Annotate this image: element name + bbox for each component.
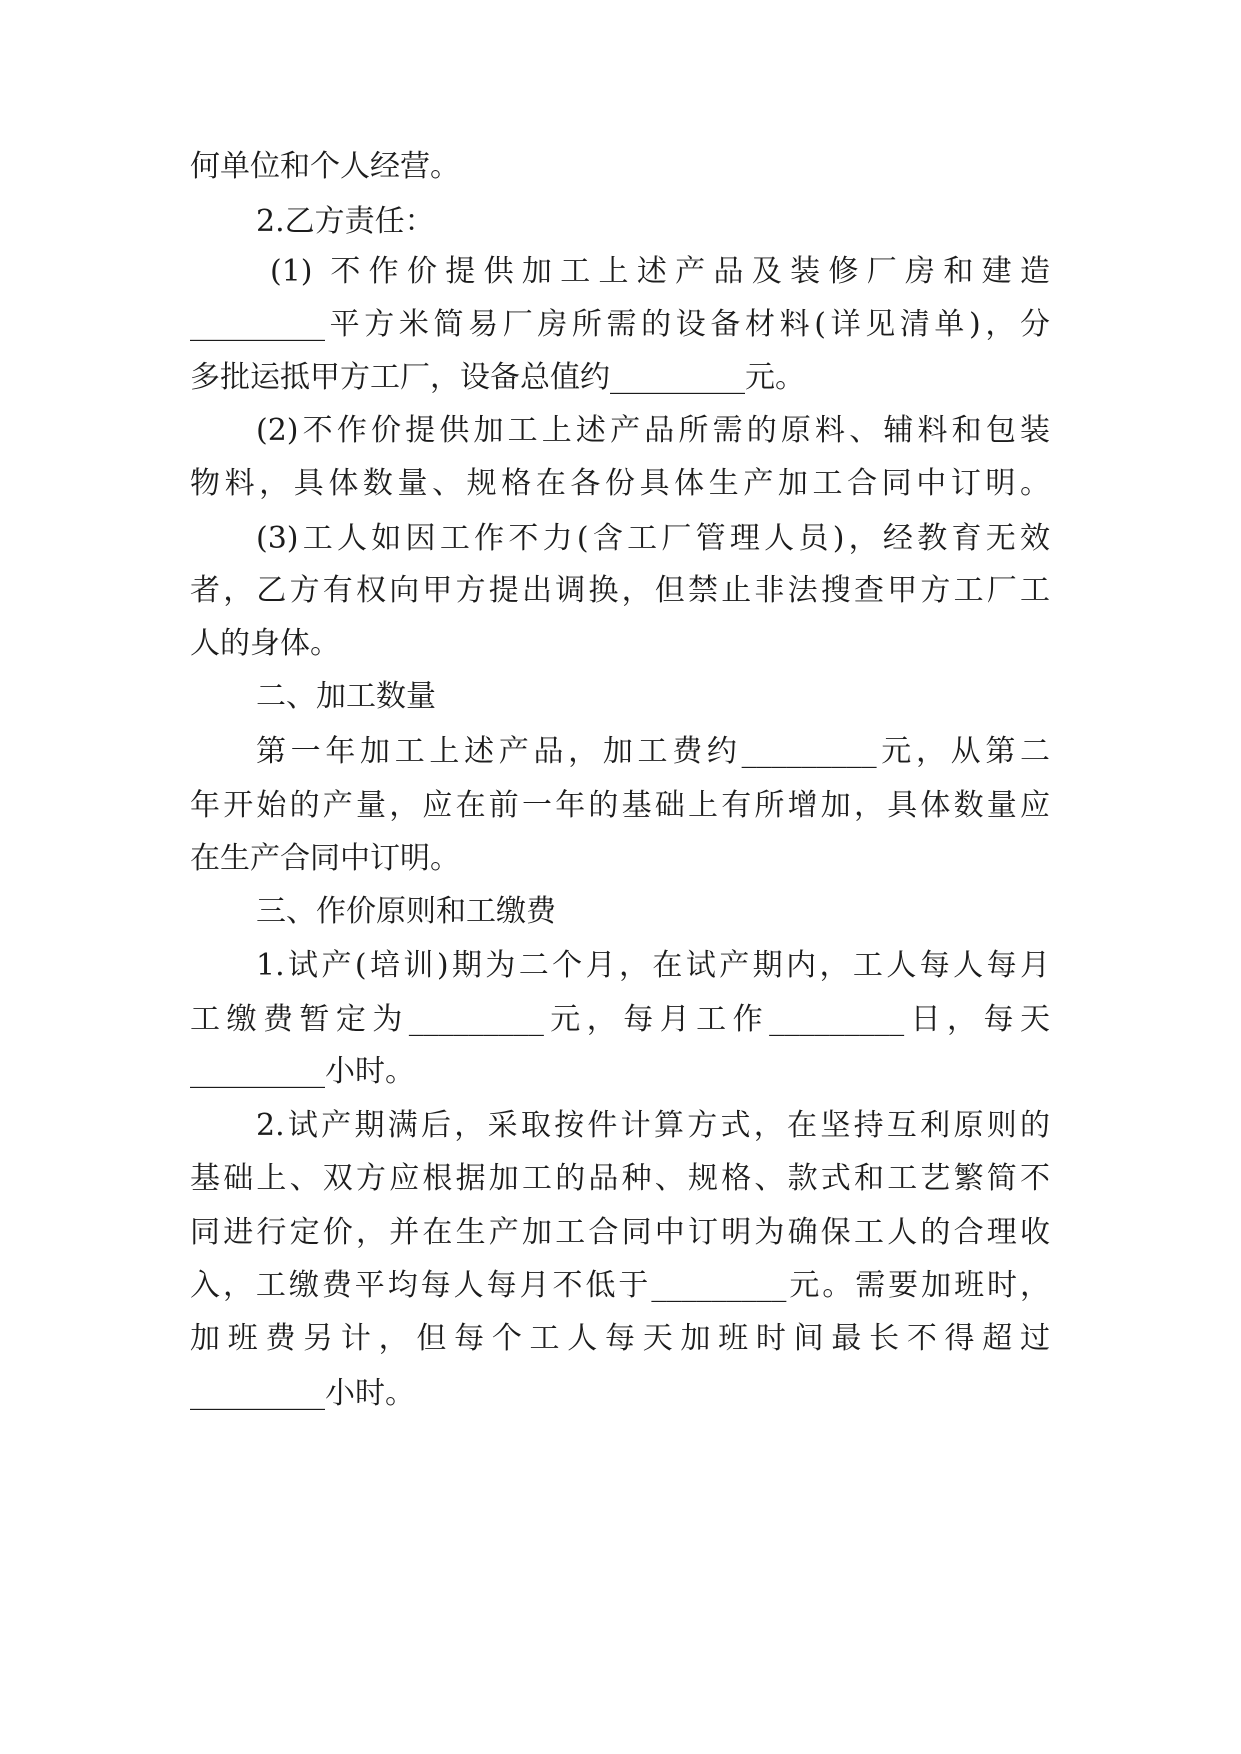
- text-line: 何单位和个人经营。: [190, 149, 460, 184]
- text-line: (3)工人如因工作不力(含工厂管理人员)，经教育无效: [256, 521, 1050, 556]
- text-line: 2.试产期满后，采取按件计算方式，在坚持互利原则的: [256, 1108, 1050, 1143]
- text-line: 人的身体。: [190, 626, 340, 661]
- section-heading: 二、加工数量: [256, 679, 436, 714]
- text-line: 同进行定价，并在生产加工合同中订明为确保工人的合理收: [190, 1215, 1050, 1250]
- text-line: _________小时。: [190, 1054, 415, 1089]
- text-line: _________小时。: [190, 1376, 415, 1411]
- text-line: 在生产合同中订明。: [190, 841, 460, 876]
- section-heading: 三、作价原则和工缴费: [256, 894, 556, 929]
- text-line: 物料，具体数量、规格在各份具体生产加工合同中订明。: [190, 466, 1050, 501]
- text-line: 基础上、双方应根据加工的品种、规格、款式和工艺繁简不: [190, 1161, 1050, 1196]
- text-line: 者，乙方有权向甲方提出调换，但禁止非法搜查甲方工厂工: [190, 573, 1050, 608]
- text-line: 1.试产(培训)期为二个月，在试产期内，工人每人每月: [256, 948, 1050, 983]
- text-line: 加班费另计，但每个工人每天加班时间最长不得超过: [190, 1321, 1050, 1356]
- text-line: (2)不作价提供加工上述产品所需的原料、辅料和包装: [256, 413, 1050, 448]
- text-line: 入，工缴费平均每人每月不低于_________元。需要加班时，: [190, 1268, 1050, 1303]
- text-line: 工缴费暂定为_________元，每月工作_________日，每天: [190, 1002, 1050, 1037]
- text-line: (1) 不作价提供加工上述产品及装修厂房和建造: [270, 254, 1050, 289]
- text-line: _________平方米简易厂房所需的设备材料(详见清单)，分: [190, 307, 1050, 342]
- section-item-heading: 2.乙方责任：: [256, 204, 435, 239]
- text-line: 年开始的产量，应在前一年的基础上有所增加，具体数量应: [190, 788, 1050, 823]
- text-line: 多批运抵甲方工厂，设备总值约_________元。: [190, 360, 805, 395]
- text-line: 第一年加工上述产品，加工费约_________元，从第二: [256, 734, 1050, 769]
